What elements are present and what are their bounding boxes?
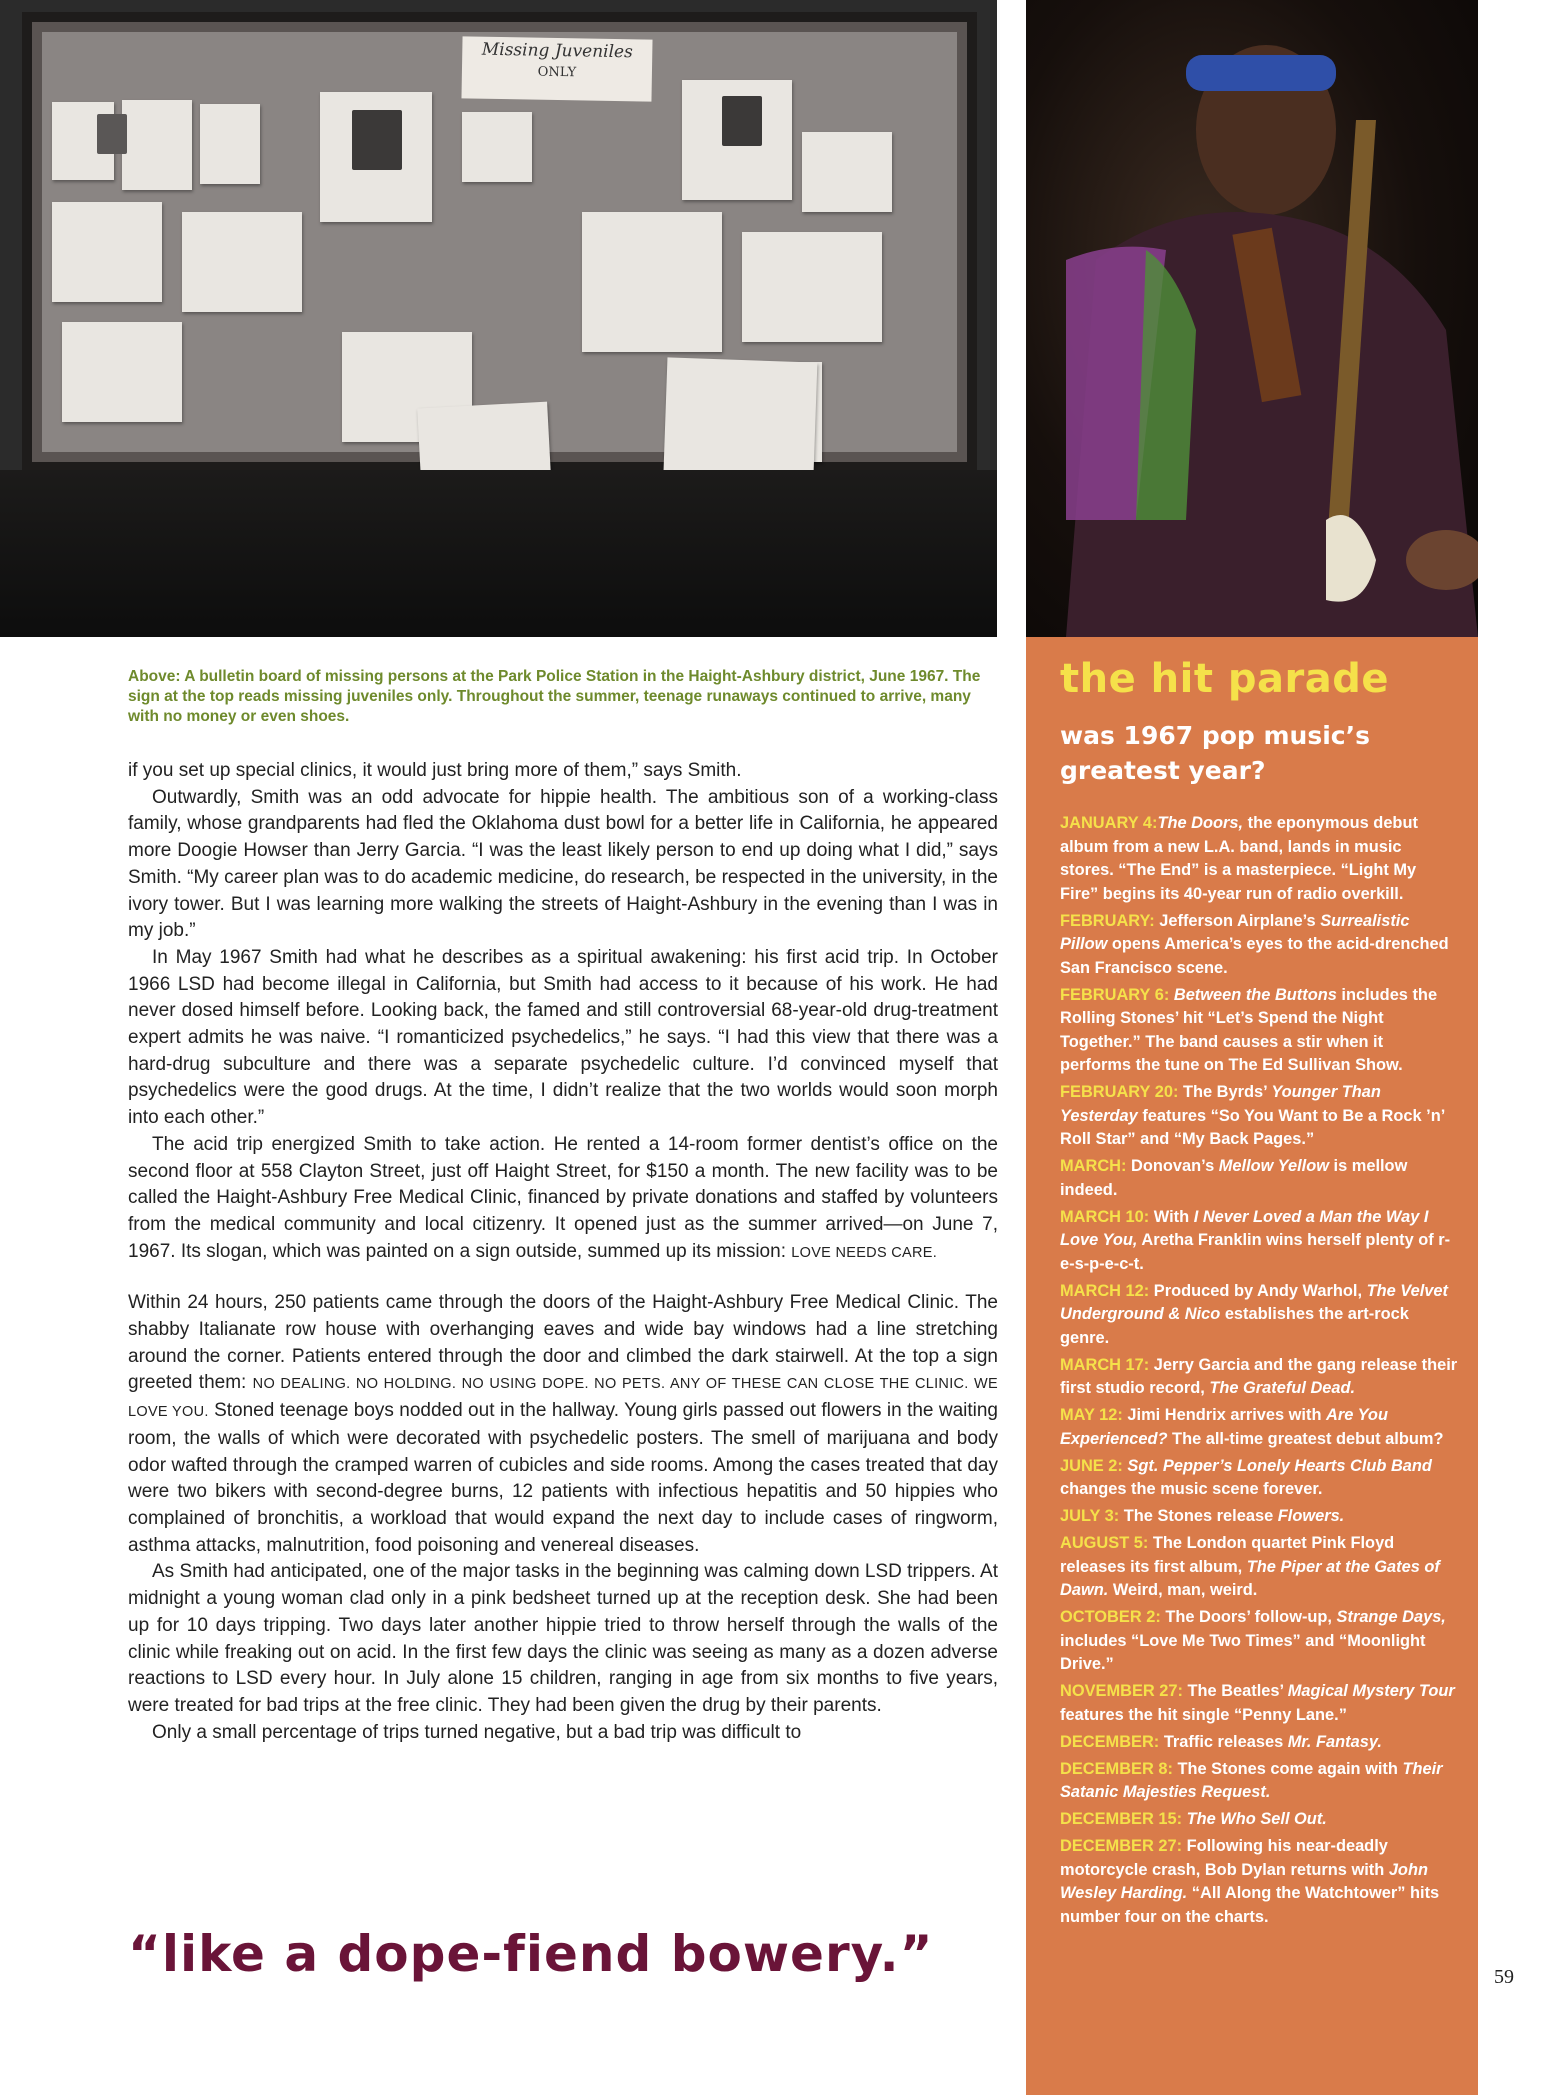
hendrix-illustration	[1026, 0, 1478, 637]
pull-quote: “like a dope-fiend bowery.”	[128, 1925, 934, 1983]
timeline-text: includes “Love Me Two Times” and “Moonlight Drive.”	[1060, 1631, 1426, 1673]
timeline-text: The Beatles’	[1182, 1682, 1288, 1700]
timeline-text: Produced by Andy Warhol,	[1149, 1281, 1367, 1300]
paragraph-text: The acid trip energized Smith to take action. He rented a 14-room former dentist’s office on the second floor at 558 Clayton Street, just off Haight Street, for $150 a month. The new facility was to be called the Haight-Ashbury Free Medical Clinic, financed by private donations and staffed by volunteers from the medical community and local citizenry. It opened just as the summer arrived—on June 7, 1967. Its slogan, which was painted on a sign outside, summed up its mission:	[128, 1133, 998, 1262]
timeline-entry	[1060, 1280, 1458, 1351]
timeline-date: DECEMBER 15:	[1060, 1810, 1183, 1828]
timeline-date: MARCH 17:	[1060, 1355, 1150, 1374]
timeline-text: the eponymous debut album from a new L.A. band, lands in music stores. “The End” is a masterpiece. “Light My Fire” begins its 40-year run of radio overkill.	[1060, 814, 1418, 903]
timeline-entry	[1060, 1808, 1458, 1832]
timeline-date: MARCH:	[1060, 1157, 1127, 1175]
pinned-photo	[352, 110, 402, 170]
timeline-title: John Wesley Harding.	[1060, 1860, 1428, 1902]
timeline-date: OCTOBER 2:	[1060, 1608, 1161, 1626]
timeline-entry	[1060, 1731, 1458, 1755]
paragraph: Only a small percentage of trips turned negative, but a bad trip was difficult to	[152, 1721, 802, 1743]
jimi-hendrix-photo	[1026, 0, 1478, 637]
timeline-title: The Doors,	[1157, 814, 1244, 832]
timeline-text: Donovan’s	[1126, 1157, 1219, 1175]
timeline-date: JANUARY 4:	[1060, 814, 1158, 832]
wood-paneling	[0, 470, 997, 637]
timeline-entry	[1060, 1206, 1458, 1277]
timeline-text: The Stones come again with	[1172, 1759, 1403, 1778]
timeline-title: Are You Experienced?	[1060, 1406, 1388, 1448]
timeline-entry	[1060, 1155, 1458, 1202]
timeline-text: The all-time greatest debut album?	[1167, 1429, 1444, 1448]
pinned-document	[582, 212, 722, 352]
timeline-entry	[1060, 910, 1458, 981]
timeline-text: Following his near-deadly motorcycle crash, Bob Dylan returns with	[1060, 1837, 1389, 1879]
timeline-text: features the hit single “Penny Lane.”	[1060, 1705, 1347, 1724]
timeline-text: Jimi Hendrix arrives with	[1122, 1406, 1327, 1424]
timeline-text: establishes the art-rock genre.	[1060, 1305, 1409, 1347]
timeline-title: Strange Days,	[1336, 1608, 1446, 1626]
timeline-title: Their Satanic Majesties Request.	[1060, 1759, 1443, 1801]
paragraph-text: Stoned teenage boys nodded out in the hallway. Young girls passed out flowers in the waiting room, the walls of which were decorated with psychedelic posters. The smell of marijuana and body odor wafted through the cramped warren of cubicles and side rooms. Among the cases treated that day were two bikers with second-degree burns, 12 patients with infectious hepatitis and 50 hippies who complained of bronchitis, a workload that would expand the next day to include cases of ringworm, asthma attacks, malnutrition, food poisoning and venereal diseases.	[128, 1400, 999, 1556]
timeline-entry	[1060, 1532, 1458, 1603]
timeline-date: MARCH 12:	[1060, 1281, 1150, 1300]
timeline-title: Mellow Yellow	[1218, 1157, 1329, 1175]
timeline-entry	[1060, 1354, 1458, 1401]
sign-line-1: Missing Juveniles	[481, 39, 633, 63]
timeline-text: Jefferson Airplane’s	[1154, 911, 1321, 930]
page-number: 59	[1494, 1966, 1514, 1988]
pinned-photo	[62, 322, 182, 422]
timeline-date: FEBRUARY:	[1060, 911, 1155, 930]
timeline-entry	[1060, 1505, 1458, 1529]
bulletin-board-photo	[0, 0, 997, 637]
timeline-text: The Byrds’	[1178, 1083, 1272, 1101]
paragraph	[128, 1290, 998, 1559]
timeline-title: Magical Mystery Tour	[1287, 1682, 1455, 1700]
timeline-title: Flowers.	[1277, 1507, 1345, 1525]
timeline-text: With	[1149, 1207, 1194, 1226]
timeline-title: Sgt. Pepper’s Lonely Hearts Club Band	[1127, 1456, 1432, 1475]
timeline-date: DECEMBER:	[1060, 1732, 1160, 1751]
timeline-entry	[1060, 1081, 1458, 1152]
pinned-photo	[182, 212, 302, 312]
sign-line-2: ONLY	[537, 64, 577, 81]
timeline-entry	[1060, 984, 1458, 1078]
timeline-title: Between the Buttons	[1173, 985, 1337, 1004]
bulletin-board-cork	[42, 32, 957, 452]
timeline-date: AUGUST 5:	[1060, 1534, 1149, 1552]
pinned-photo	[802, 132, 892, 212]
timeline-date: MARCH 10:	[1060, 1207, 1150, 1226]
pinned-document	[742, 232, 882, 342]
clinic-slogan: LOVE NEEDS CARE.	[791, 1244, 938, 1261]
timeline-entry	[1060, 1758, 1458, 1805]
clinic-sign-text: NO DEALING. NO HOLDING. NO USING DOPE. NO PETS. ANY OF THESE CAN CLOSE THE CLINIC. WE LOVE YOU.	[128, 1376, 998, 1421]
bulletin-board-frame	[22, 12, 977, 472]
timeline-entry	[1060, 1455, 1458, 1502]
timeline-title: The Who Sell Out.	[1186, 1810, 1327, 1828]
sidebar-subtitle: was 1967 pop music’s greatest year?	[1060, 721, 1370, 785]
missing-juveniles-sign	[461, 36, 652, 101]
timeline-title: I Never Loved a Man the Way I Love You,	[1060, 1207, 1429, 1249]
paragraph: As Smith had anticipated, one of the major tasks in the beginning was calming down LSD trippers. At midnight a young woman clad only in a pink bedsheet turned up at the reception desk. She had been up for 10 days tripping. Two days later another hippie tried to throw herself through the walls of the clinic while freaking out on acid. In the first few days the clinic was seeing as many as a dozen adverse reactions to LSD every hour. In July alone 15 children, ranging in age from six months to five years, were treated for bad trips at the free clinic. They had been given the drug by their parents.	[128, 1561, 998, 1716]
timeline-date: FEBRUARY 6:	[1060, 985, 1170, 1004]
timeline-text: The Stones release	[1119, 1507, 1278, 1525]
timeline-date: FEBRUARY 20:	[1060, 1083, 1179, 1101]
timeline-text: The London quartet Pink Floyd releases its first album,	[1060, 1534, 1395, 1576]
timeline-date: JULY 3:	[1060, 1507, 1120, 1525]
pinned-photo	[52, 202, 162, 302]
paragraph	[128, 1132, 998, 1267]
paragraph: In May 1967 Smith had what he describes as a spiritual awakening: his first acid trip. In October 1966 LSD had become illegal in California, but Smith had access to it because of his work. He had never dosed himself before. Looking back, the famed and still controversial 68-year-old drug-treatment expert admits he was naive. “I romanticized psychedelics,” he says. “I had this view that there was a hard-drug subculture and there was a separate psychedelic culture. I’d convinced myself that psychedelics were the good drugs. At the time, I didn’t realize that the two worlds would soon morph into each other.”	[128, 946, 998, 1129]
timeline-text: The Doors’ follow-up,	[1160, 1608, 1337, 1626]
timeline-text: Weird, man, weird.	[1108, 1581, 1258, 1599]
timeline-entry	[1060, 1680, 1458, 1727]
pinned-photo	[200, 104, 260, 184]
timeline-entry	[1060, 812, 1458, 906]
paragraph: if you set up special clinics, it would just bring more of them,” says Smith.	[128, 760, 742, 781]
timeline-text: is mellow indeed.	[1060, 1157, 1408, 1199]
sidebar-title: the hit parade	[1060, 656, 1389, 702]
timeline-title: Surrealistic Pillow	[1060, 911, 1410, 953]
pinned-photo	[462, 112, 532, 182]
timeline-title: The Piper at the Gates of Dawn.	[1060, 1557, 1440, 1599]
timeline-entry	[1060, 1835, 1458, 1929]
timeline-title: Younger Than Yesterday	[1060, 1083, 1381, 1125]
hit-parade-timeline	[1060, 812, 1458, 1933]
timeline-date: DECEMBER 8:	[1060, 1759, 1173, 1778]
timeline-date: DECEMBER 27:	[1060, 1837, 1183, 1855]
timeline-date: JUNE 2:	[1060, 1456, 1123, 1475]
timeline-text: changes the music scene forever.	[1060, 1480, 1323, 1498]
article-body	[128, 758, 998, 1746]
paragraph: Outwardly, Smith was an odd advocate for hippie health. The ambitious son of a working-class family, whose grandparents had fled the Oklahoma dust bowl for a better life in California, he appeared more Doogie Howser than Jerry Garcia. “I was the least likely person to end up doing what I did,” says Smith. “My career plan was to do academic medicine, do research, be respected in the university, in the ivory tower. But I was learning more walking the streets of Haight-Ashbury in the evening than I was in my job.”	[128, 786, 998, 942]
pinned-photo	[122, 100, 192, 190]
timeline-text: Traffic releases	[1159, 1732, 1288, 1751]
timeline-text: opens America’s eyes to the acid-drenched San Francisco scene.	[1060, 935, 1449, 977]
timeline-entry	[1060, 1606, 1458, 1677]
timeline-text: includes the Rolling Stones’ hit “Let’s Spend the Night Together.” The band causes a stir when it performs the tune on The Ed Sullivan Show.	[1060, 985, 1438, 1074]
timeline-text: “All Along the Watchtower” hits number four on the charts.	[1060, 1884, 1440, 1926]
timeline-text: features “So You Want to Be a Rock ’n’ Roll Star” and “My Back Pages.”	[1060, 1106, 1445, 1148]
timeline-date: NOVEMBER 27:	[1060, 1682, 1183, 1700]
photo-caption: Above: A bulletin board of missing persons at the Park Police Station in the Haight-Ashbury district, June 1967. The sign at the top reads missing juveniles only. Throughout the summer, teenage runaways continued to arrive, many with no money or even shoes.	[128, 668, 981, 725]
timeline-date: MAY 12:	[1060, 1406, 1123, 1424]
timeline-text: Jerry Garcia and the gang release their first studio record,	[1060, 1355, 1458, 1397]
pinned-photo	[722, 96, 762, 146]
timeline-title: The Velvet Underground & Nico	[1060, 1281, 1448, 1323]
timeline-entry	[1060, 1404, 1458, 1451]
timeline-text: Aretha Franklin wins herself plenty of r-e-s-p-e-c-t.	[1060, 1231, 1451, 1273]
timeline-title: Mr. Fantasy.	[1287, 1732, 1382, 1751]
paragraph-text: Within 24 hours, 250 patients came through the doors of the Haight-Ashbury Free Medical Clinic. The shabby Italianate row house with overhanging eaves and wide bay windows had a line stretching around the corner. Patients entered through the door and climbed the dark stairwell. At the top a sign greeted them:	[128, 1292, 998, 1394]
timeline-title: The Grateful Dead.	[1209, 1379, 1356, 1397]
